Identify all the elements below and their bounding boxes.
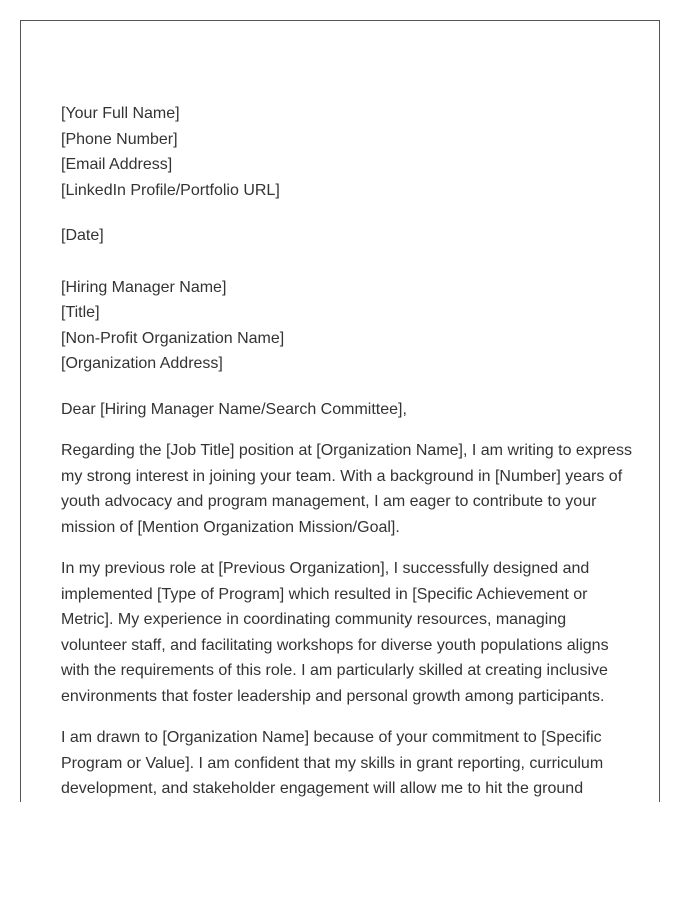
letter-content [61, 101, 636, 802]
sender-email: [Email Address] [61, 156, 173, 173]
sender-full-name: [Your Full Name] [61, 105, 180, 122]
body-paragraph-2: In my previous role at [Previous Organization], I successfully designed and implemented [Type of Program] which resulted in [Specific Achievement or Metric]. My experience in coordinating community resources, managing volunteer staff, and facilitating workshops for diverse youth populations aligns with the requirements of this role. I am particularly skilled at creating inclusive environments that foster leadership and personal growth among participants. [61, 560, 609, 705]
recipient-manager-name: [Hiring Manager Name] [61, 278, 227, 296]
sender-block [61, 101, 636, 203]
body-paragraph-3: I am drawn to [Organization Name] because of your commitment to [Specific Program or Value]. I am confident that my skills in grant reporting, curriculum development, and stakeholder engagement will allow me to hit the ground [61, 729, 604, 797]
recipient-title: [Title] [61, 304, 100, 321]
sender-linkedin: [LinkedIn Profile/Portfolio URL] [61, 181, 280, 199]
document-page [20, 20, 660, 802]
salutation: Dear [Hiring Manager Name/Search Committee], [61, 400, 407, 418]
sender-phone: [Phone Number] [61, 130, 178, 148]
recipient-block [61, 275, 636, 377]
body-paragraph-1: Regarding the [Job Title] position at [Organization Name], I am writing to express my strong interest in joining your team. With a background in [Number] years of youth advocacy and program management, I am eager to contribute to your mission of [Mention Organization Mission/Goal]. [61, 442, 632, 536]
recipient-address: [Organization Address] [61, 355, 223, 372]
letter-date: [Date] [61, 227, 104, 244]
recipient-organization: [Non-Profit Organization Name] [61, 329, 285, 347]
